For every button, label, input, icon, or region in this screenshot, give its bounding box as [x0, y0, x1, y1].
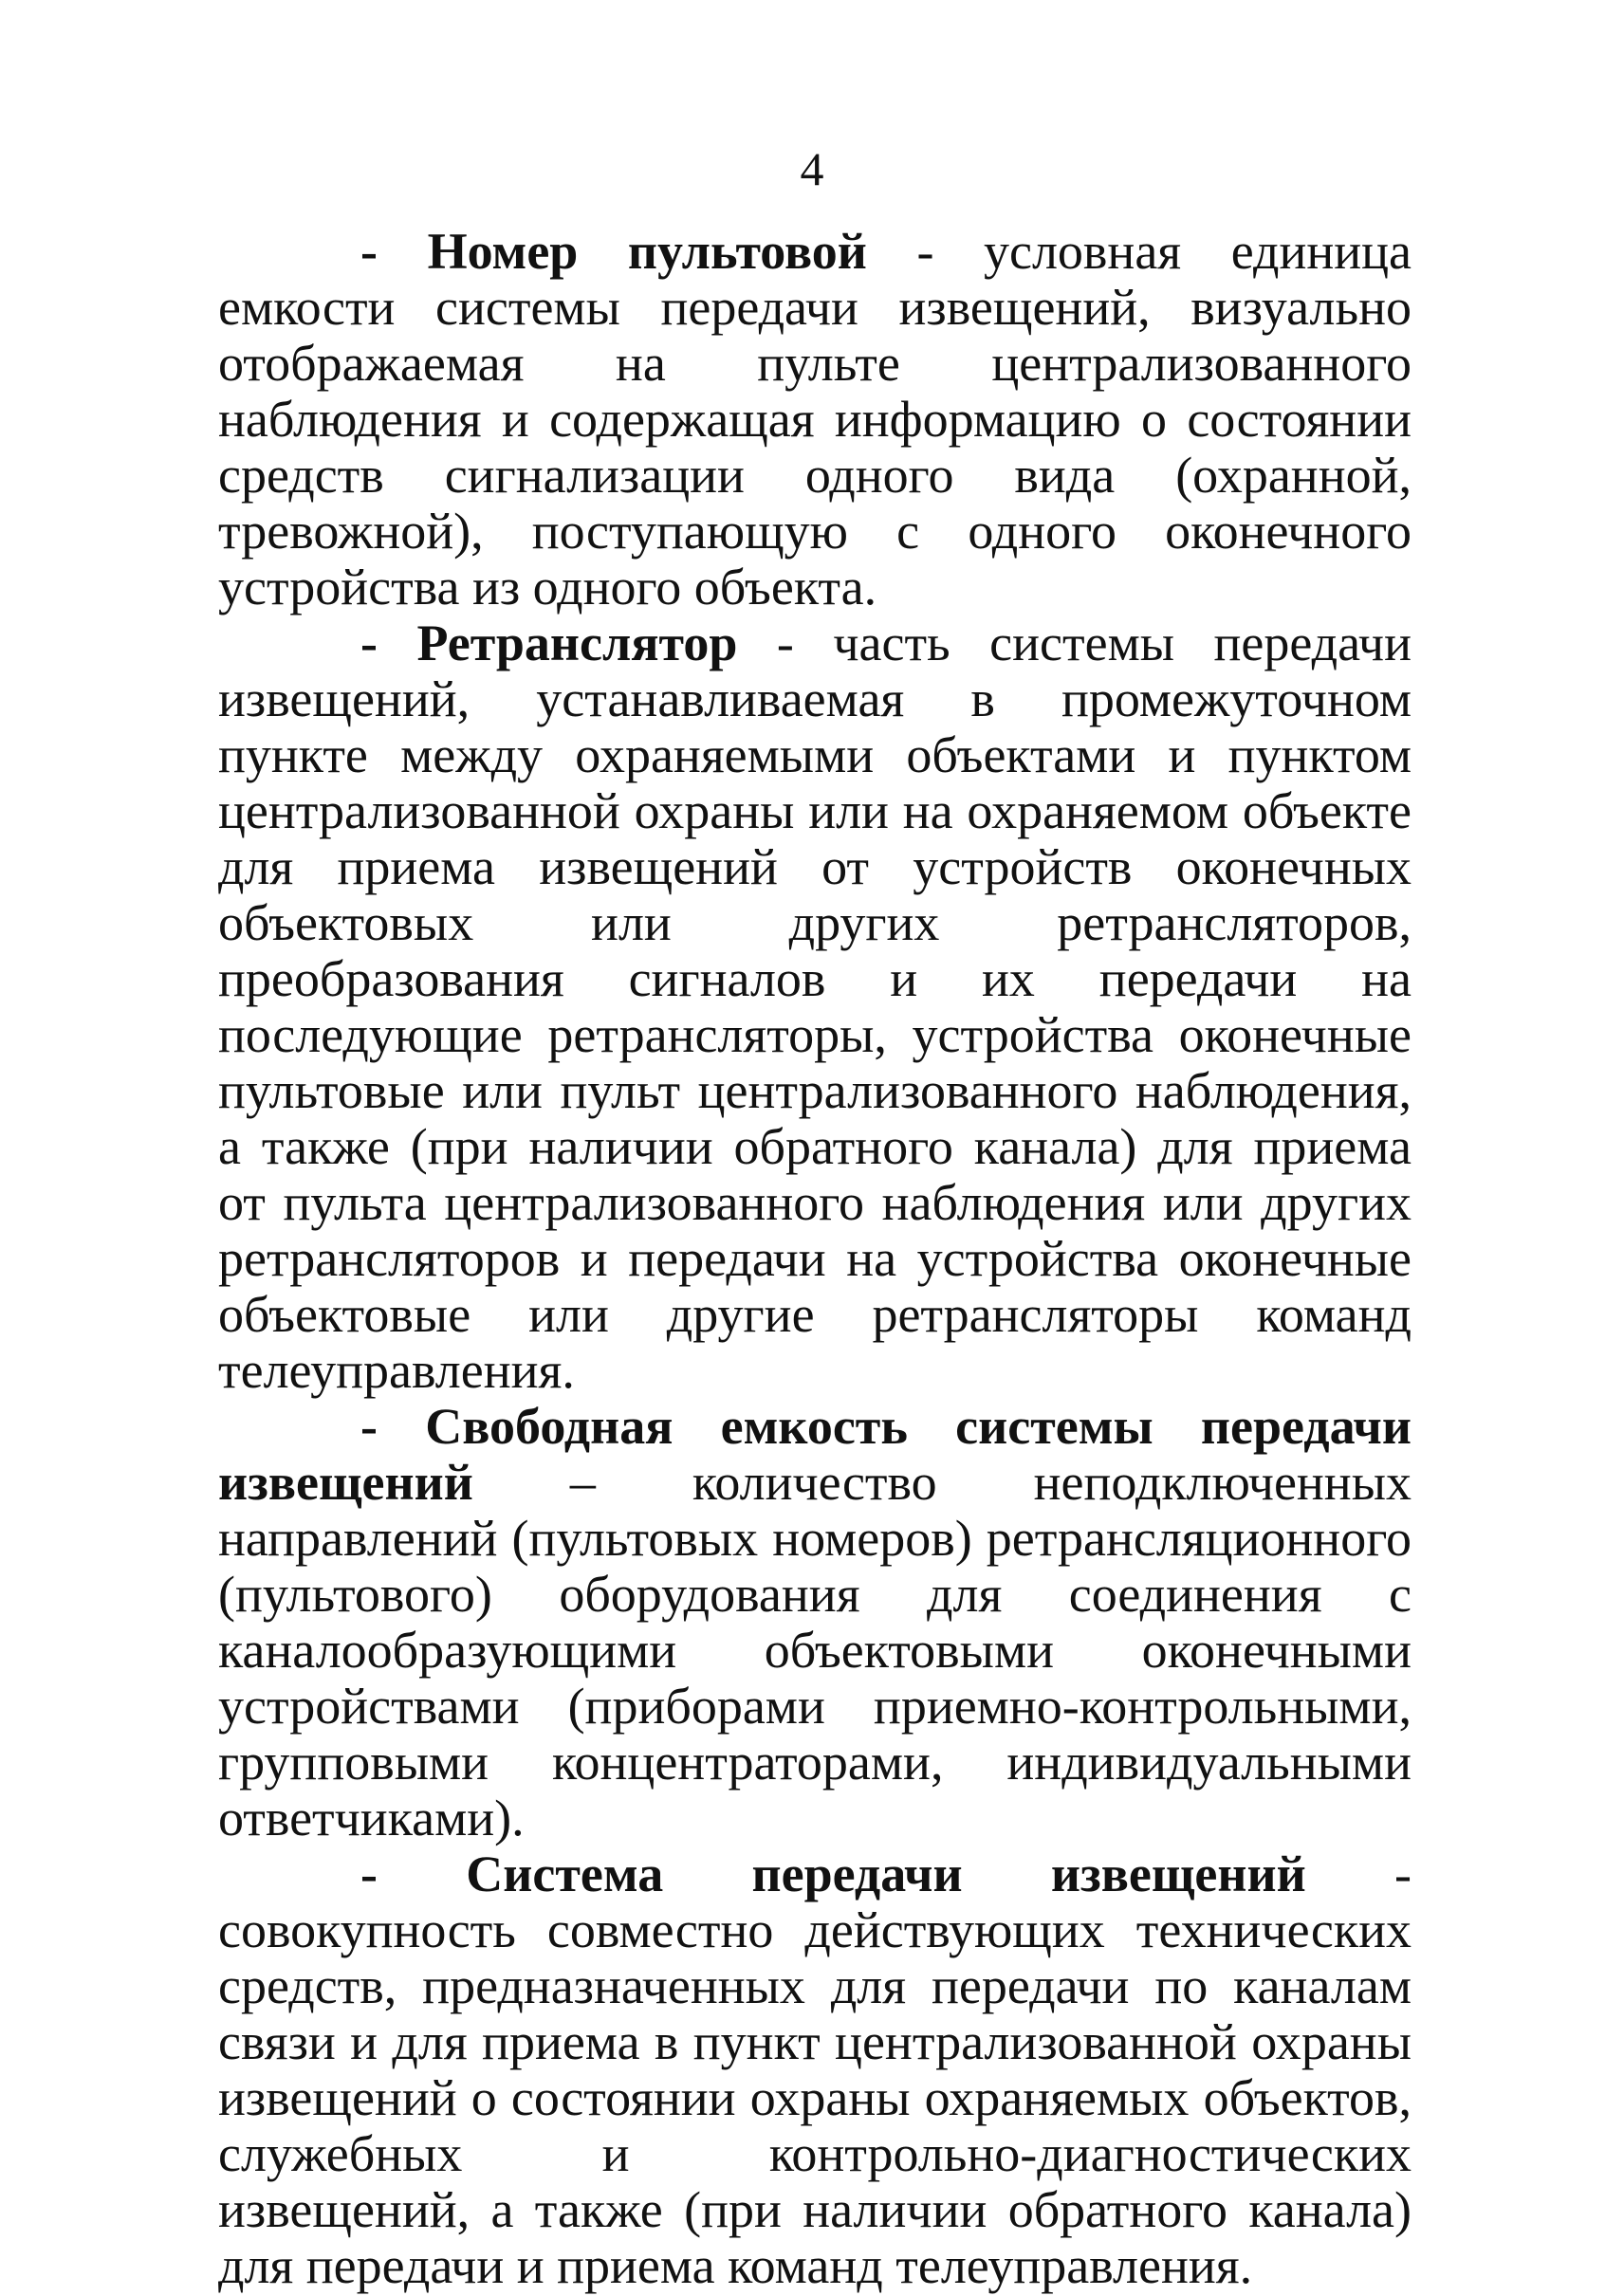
term-2: - Ретранслятор	[360, 615, 738, 671]
definition-entry-3	[218, 1399, 1412, 1846]
definition-4: - совокупность совместно действующих технических средств, предназначенных для передачи по каналам связи и для приема в пункт централизованной охраны извещений о состоянии охраны охраняемых объектов, служебных и контрольно-диагностических извещений, а также (при наличии обратного канала) для передачи и приема команд телеуправления.	[218, 1846, 1412, 2294]
definition-entry-2	[218, 615, 1412, 1399]
term-4: - Система передачи извещений	[360, 1846, 1306, 1902]
definition-entry-4	[218, 1846, 1412, 2294]
page-number: 4	[800, 142, 824, 195]
body-text	[218, 224, 1412, 2294]
definition-entry-1	[218, 224, 1412, 615]
term-1: - Номер пультовой	[360, 223, 867, 280]
definition-1: - условная единица емкости системы передачи извещений, визуально отображаемая на пульте централизованного наблюдения и содержащая информацию о состоянии средств сигнализации одного вида (охранной, тревожной), поступающую с одного оконечного устройства из одного объекта.	[218, 223, 1412, 615]
definition-3: – количество неподключенных направлений (пультовых номеров) ретрансляционного (пультового) оборудования для соединения с каналообразующими объектовыми оконечными устройствами (приборами приемно-контрольными, групповыми концентраторами, индивидуальными ответчиками).	[218, 1454, 1412, 1846]
term-3: - Свободная емкость системы передачи извещений	[218, 1398, 1412, 1511]
definition-2: - часть системы передачи извещений, устанавливаемая в промежуточном пункте между охраняемыми объектами и пунктом централизованной охраны или на охраняемом объекте для приема извещений от устройств оконечных объектовых или других ретрансляторов, преобразования сигналов и их передачи на последующие ретрансляторы, устройства оконечные пультовые или пульт централизованного наблюдения, а также (при наличии обратного канала) для приема от пульта централизованного наблюдения или других ретрансляторов и передачи на устройства оконечные объектовые или другие ретрансляторы команд телеуправления.	[218, 615, 1412, 1399]
